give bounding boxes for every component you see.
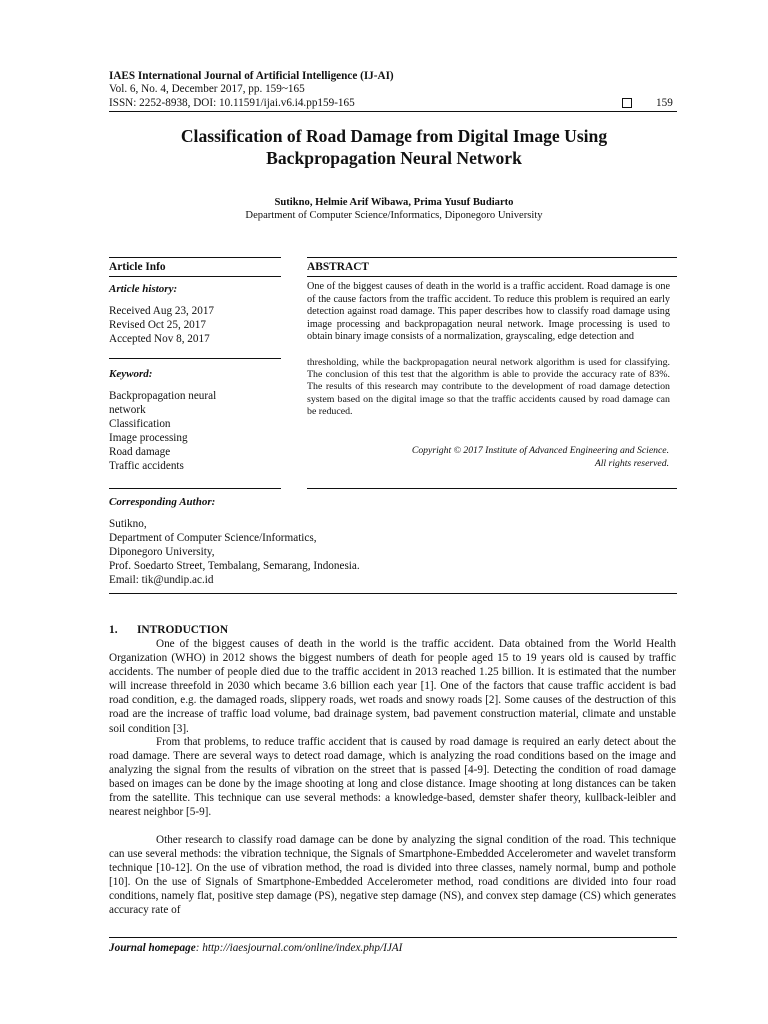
intro-paragraph-text: One of the biggest causes of death in the world is the traffic accident. Data obtained from the World Health Organization (WHO) in 2012 shows the biggest numbers of death for people aged 15 to 19 years old is caused by traffic accidents. The number of people died due to the traffic accident in 2013 reached 1.25 billion. It is estimated that the number will increase threefold in 2030 which became 3.6 billion each year [1]. One of the factors that cause traffic accident is bad road condition, e.g. the damaged roads, slippery roads, wet roads and snowy roads [2]. Some causes of the destruction of this road are the increase of traffic load volume, bad drainage system, bad pavement construction material, climate and unstable soil condition [3]. <box>109 638 676 735</box>
title-line-1: Classification of Road Damage from Digital Image Using <box>180 126 608 146</box>
abstract-heading: ABSTRACT <box>307 261 370 273</box>
paper-title <box>80 125 708 169</box>
accepted-date: Accepted Nov 8, 2017 <box>109 333 210 345</box>
intro-paragraph-text: From that problems, to reduce traffic accident that is caused by road damage is required an early detect about the road damage. There are several ways to detect road damage, which is analyzing the road conditions based on the image and analyzing the signal from the results of vibration on the street that is passed [4-9]. Detecting the condition of road damage based on images can be done by the image shooting at long and close distance. Image shooting at long distances can be taken from the satellite. This technique can use several methods: a knowledge-based, demster shafer theory, kullback-leibler and nearest neighbor [5-9]. <box>109 736 676 819</box>
keyword-item: Traffic accidents <box>109 460 184 472</box>
copyright-notice <box>307 444 669 470</box>
section-title: INTRODUCTION <box>137 624 229 636</box>
authors: Sutikno, Helmie Arif Wibawa, Prima Yusuf Budiarto <box>274 197 514 208</box>
revised-date: Revised Oct 25, 2017 <box>109 319 206 331</box>
journal-name: IAES International Journal of Artificial Intelligence (IJ-AI) <box>109 70 394 82</box>
received-date: Received Aug 23, 2017 <box>109 305 215 317</box>
keyword-item: Classification <box>109 418 171 430</box>
homepage-label: Journal homepage <box>109 942 196 954</box>
corresponding-email: Email: tik@undip.ac.id <box>109 574 214 586</box>
copyright-line-1: Copyright © 2017 Institute of Advanced Engineering and Science. <box>411 445 669 456</box>
article-info-top-rule <box>109 257 281 258</box>
article-info-heading: Article Info <box>109 261 166 273</box>
volume-info: Vol. 6, No. 4, December 2017, pp. 159~165 <box>109 83 305 95</box>
page-number: 159 <box>656 97 673 109</box>
homepage-link[interactable]: http://iaesjournal.com/online/index.php/IJAI <box>202 942 403 954</box>
corresponding-line: Diponegoro University, <box>109 546 215 558</box>
history-dates <box>109 304 214 346</box>
keyword-item: Backpropagation neural <box>109 390 217 402</box>
corresponding-bottom-rule <box>109 593 677 594</box>
abstract-sub-rule <box>307 276 677 277</box>
corresponding-line: Prof. Soedarto Street, Tembalang, Semarang, Indonesia. <box>109 560 360 572</box>
keyword-item: network <box>109 404 146 416</box>
section-number: 1. <box>109 624 118 636</box>
footer-rule <box>109 937 677 938</box>
history-heading: Article history: <box>109 283 178 295</box>
corresponding-line: Department of Computer Science/Informatics, <box>109 532 317 544</box>
keyword-heading: Keyword: <box>109 368 153 380</box>
issn-doi: ISSN: 2252-8938, DOI: 10.11591/ijai.v6.i4.pp159-165 <box>109 97 355 109</box>
copyright-line-2: All rights reserved. <box>594 458 669 469</box>
intro-paragraph <box>109 735 676 820</box>
abstract-body: One of the biggest causes of death in the world is a traffic accident. Road damage is one of the cause factors from the traffic accident. To reduce this problem is required an early detection against road damage. This paper describes how to classify road damage using image processing and backpropagation neural network. Image processing is used to obtain binary image consists of a normalization, grayscaling, edge detection and <box>307 281 670 343</box>
square-icon <box>622 98 632 108</box>
article-info-bottom-rule <box>109 488 281 489</box>
section-heading <box>109 624 228 636</box>
corresponding-heading: Corresponding Author: <box>109 496 216 508</box>
journal-homepage <box>109 942 402 954</box>
keyword-list <box>109 389 216 473</box>
keyword-item: Road damage <box>109 446 171 458</box>
abstract-bottom-rule <box>307 488 677 489</box>
affiliation: Department of Computer Science/Informatics, Diponegoro University <box>245 210 543 221</box>
header-rule <box>109 111 677 112</box>
corresponding-details <box>109 517 360 587</box>
title-line-2: Backpropagation Neural Network <box>266 148 522 168</box>
intro-paragraph-text: Other research to classify road damage can be done by analyzing the signal condition of the road. This technique can use several methods: the vibration technique, the Signals of Smartphone-Embedded Accelerometer and wavelet transform technique [10-12]. On the use of vibration method, the road is divided into three classes, namely normal, bump and pothole [10]. On the use of Signals of Smartphone-Embedded Accelerometer method, road conditions are divided into four road conditions, namely flat, positive step damage (PS), negative step damage (NS), and convex step damage (CS) which generates accuracy rate of <box>109 834 676 917</box>
article-info-sub-rule <box>109 276 281 277</box>
keyword-rule <box>109 358 281 359</box>
corresponding-line: Sutikno, <box>109 518 147 530</box>
homepage-separator: : <box>195 942 200 954</box>
intro-paragraph <box>109 833 676 918</box>
abstract-top-rule <box>307 257 677 258</box>
abstract-body-tail: thresholding, while the backpropagation neural network algorithm is used for classifying. The conclusion of this test that the algorithm is able to provide the accuracy rate of 83%. The results of this research may contribute to the development of road damage detection system based on the digital image so that the traffic accidents caused by road damage can be reduced. <box>307 357 670 417</box>
keyword-item: Image processing <box>109 432 188 444</box>
intro-paragraph <box>109 637 676 736</box>
